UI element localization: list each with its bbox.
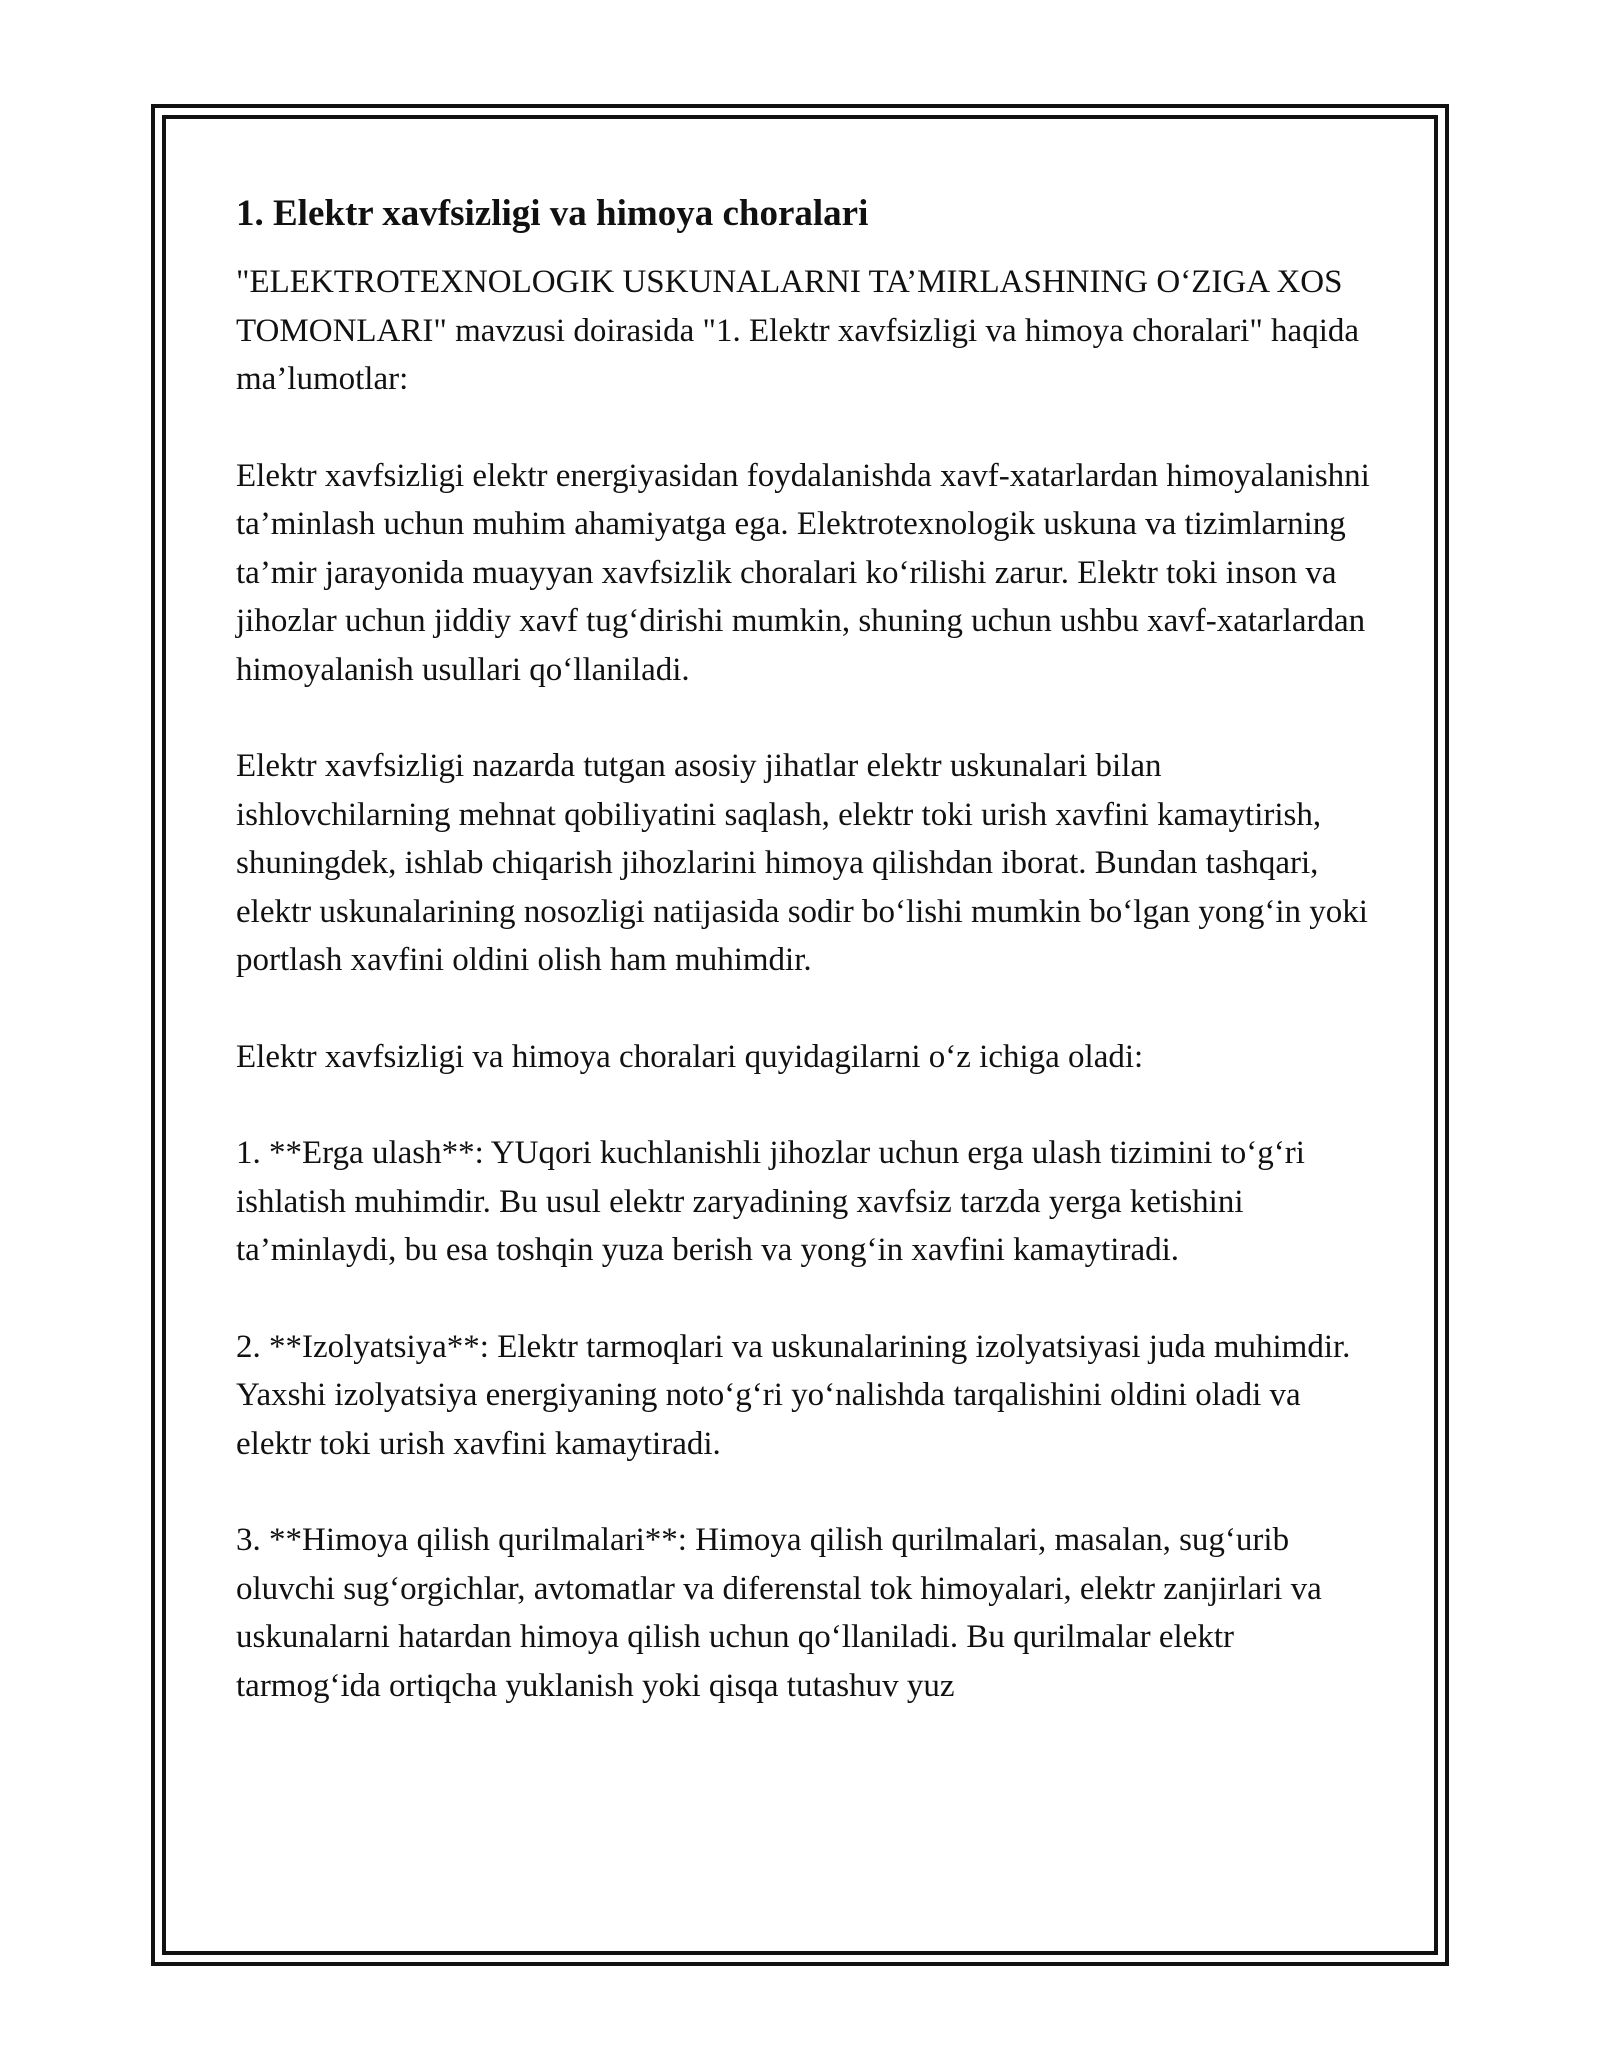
body-paragraph: Elektr xavfsizligi elektr energiyasidan foydalanishda xavf-xatarlardan himoyalanishni ta’minlash uchun muhim ahamiyatga ega. Elektrotexnologik uskuna va tizimlarning ta’mir jarayonida muayyan xavfsizlik choralari ko‘rilishi zarur. Elektr toki inson va jihozlar uchun jiddiy xavf tug‘dirishi mumkin, shuning uchun ushbu xavf-xatarlardan himoyalanish usullari qo‘llaniladi. bbox=[236, 457, 1370, 688]
document-body bbox=[236, 190, 1376, 1710]
list-item-insulation: 2. **Izolyatsiya**: Elektr tarmoqlari va uskunalarining izolyatsiyasi juda muhimdir. Yaxshi izolyatsiya energiyaning noto‘g‘ri yo‘nalishda tarqalishini oldini oladi va elektr toki urish xavfini kamaytiradi. bbox=[236, 1328, 1351, 1462]
list-item-protection-devices: 3. **Himoya qilish qurilmalari**: Himoya qilish qurilmalari, masalan, sug‘urib oluvchi sug‘orgichlar, avtomatlar va diferenstal tok himoyalari, elektr zanjirlari va uskunalarni hatardan himoya qilish uchun qo‘llaniladi. Bu qurilmalar elektr tarmog‘ida ortiqcha yuklanish yoki qisqa tutashuv yuz bbox=[236, 1522, 1322, 1704]
body-paragraph: Elektr xavfsizligi nazarda tutgan asosiy jihatlar elektr uskunalari bilan ishlovchilarning mehnat qobiliyatini saqlash, elektr toki urish xavfini kamaytirish, shuningdek, ishlab chiqarish jihozlarini himoya qilishdan iborat. Bundan tashqari, elektr uskunalarining nosozligi natijasida sodir bo‘lishi mumkin bo‘lgan yong‘in yoki portlash xavfini oldini olish ham muhimdir. bbox=[236, 748, 1368, 978]
list-item-grounding: 1. **Erga ulash**: YUqori kuchlanishli jihozlar uchun erga ulash tizimini to‘g‘ri ishlatish muhimdir. Bu usul elektr zaryadining xavfsiz tarzda yerga ketishini ta’minlaydi, bu esa toshqin yuza berish va yong‘in xavfini kamaytiradi. bbox=[236, 1135, 1305, 1268]
list-intro-paragraph: Elektr xavfsizligi va himoya choralari quyidagilarni o‘z ichiga oladi: bbox=[236, 1038, 1144, 1075]
section-heading: 1. Elektr xavfsizligi va himoya choralari bbox=[236, 193, 869, 234]
intro-paragraph: "ELEKTROTEXNOLOGIK USKUNALARNI TA’MIRLASHNING O‘ZIGA XOS TOMONLARI" mavzusi doirasida "1. Elektr xavfsizligi va himoya choralari" haqida ma’lumotlar: bbox=[236, 264, 1360, 397]
